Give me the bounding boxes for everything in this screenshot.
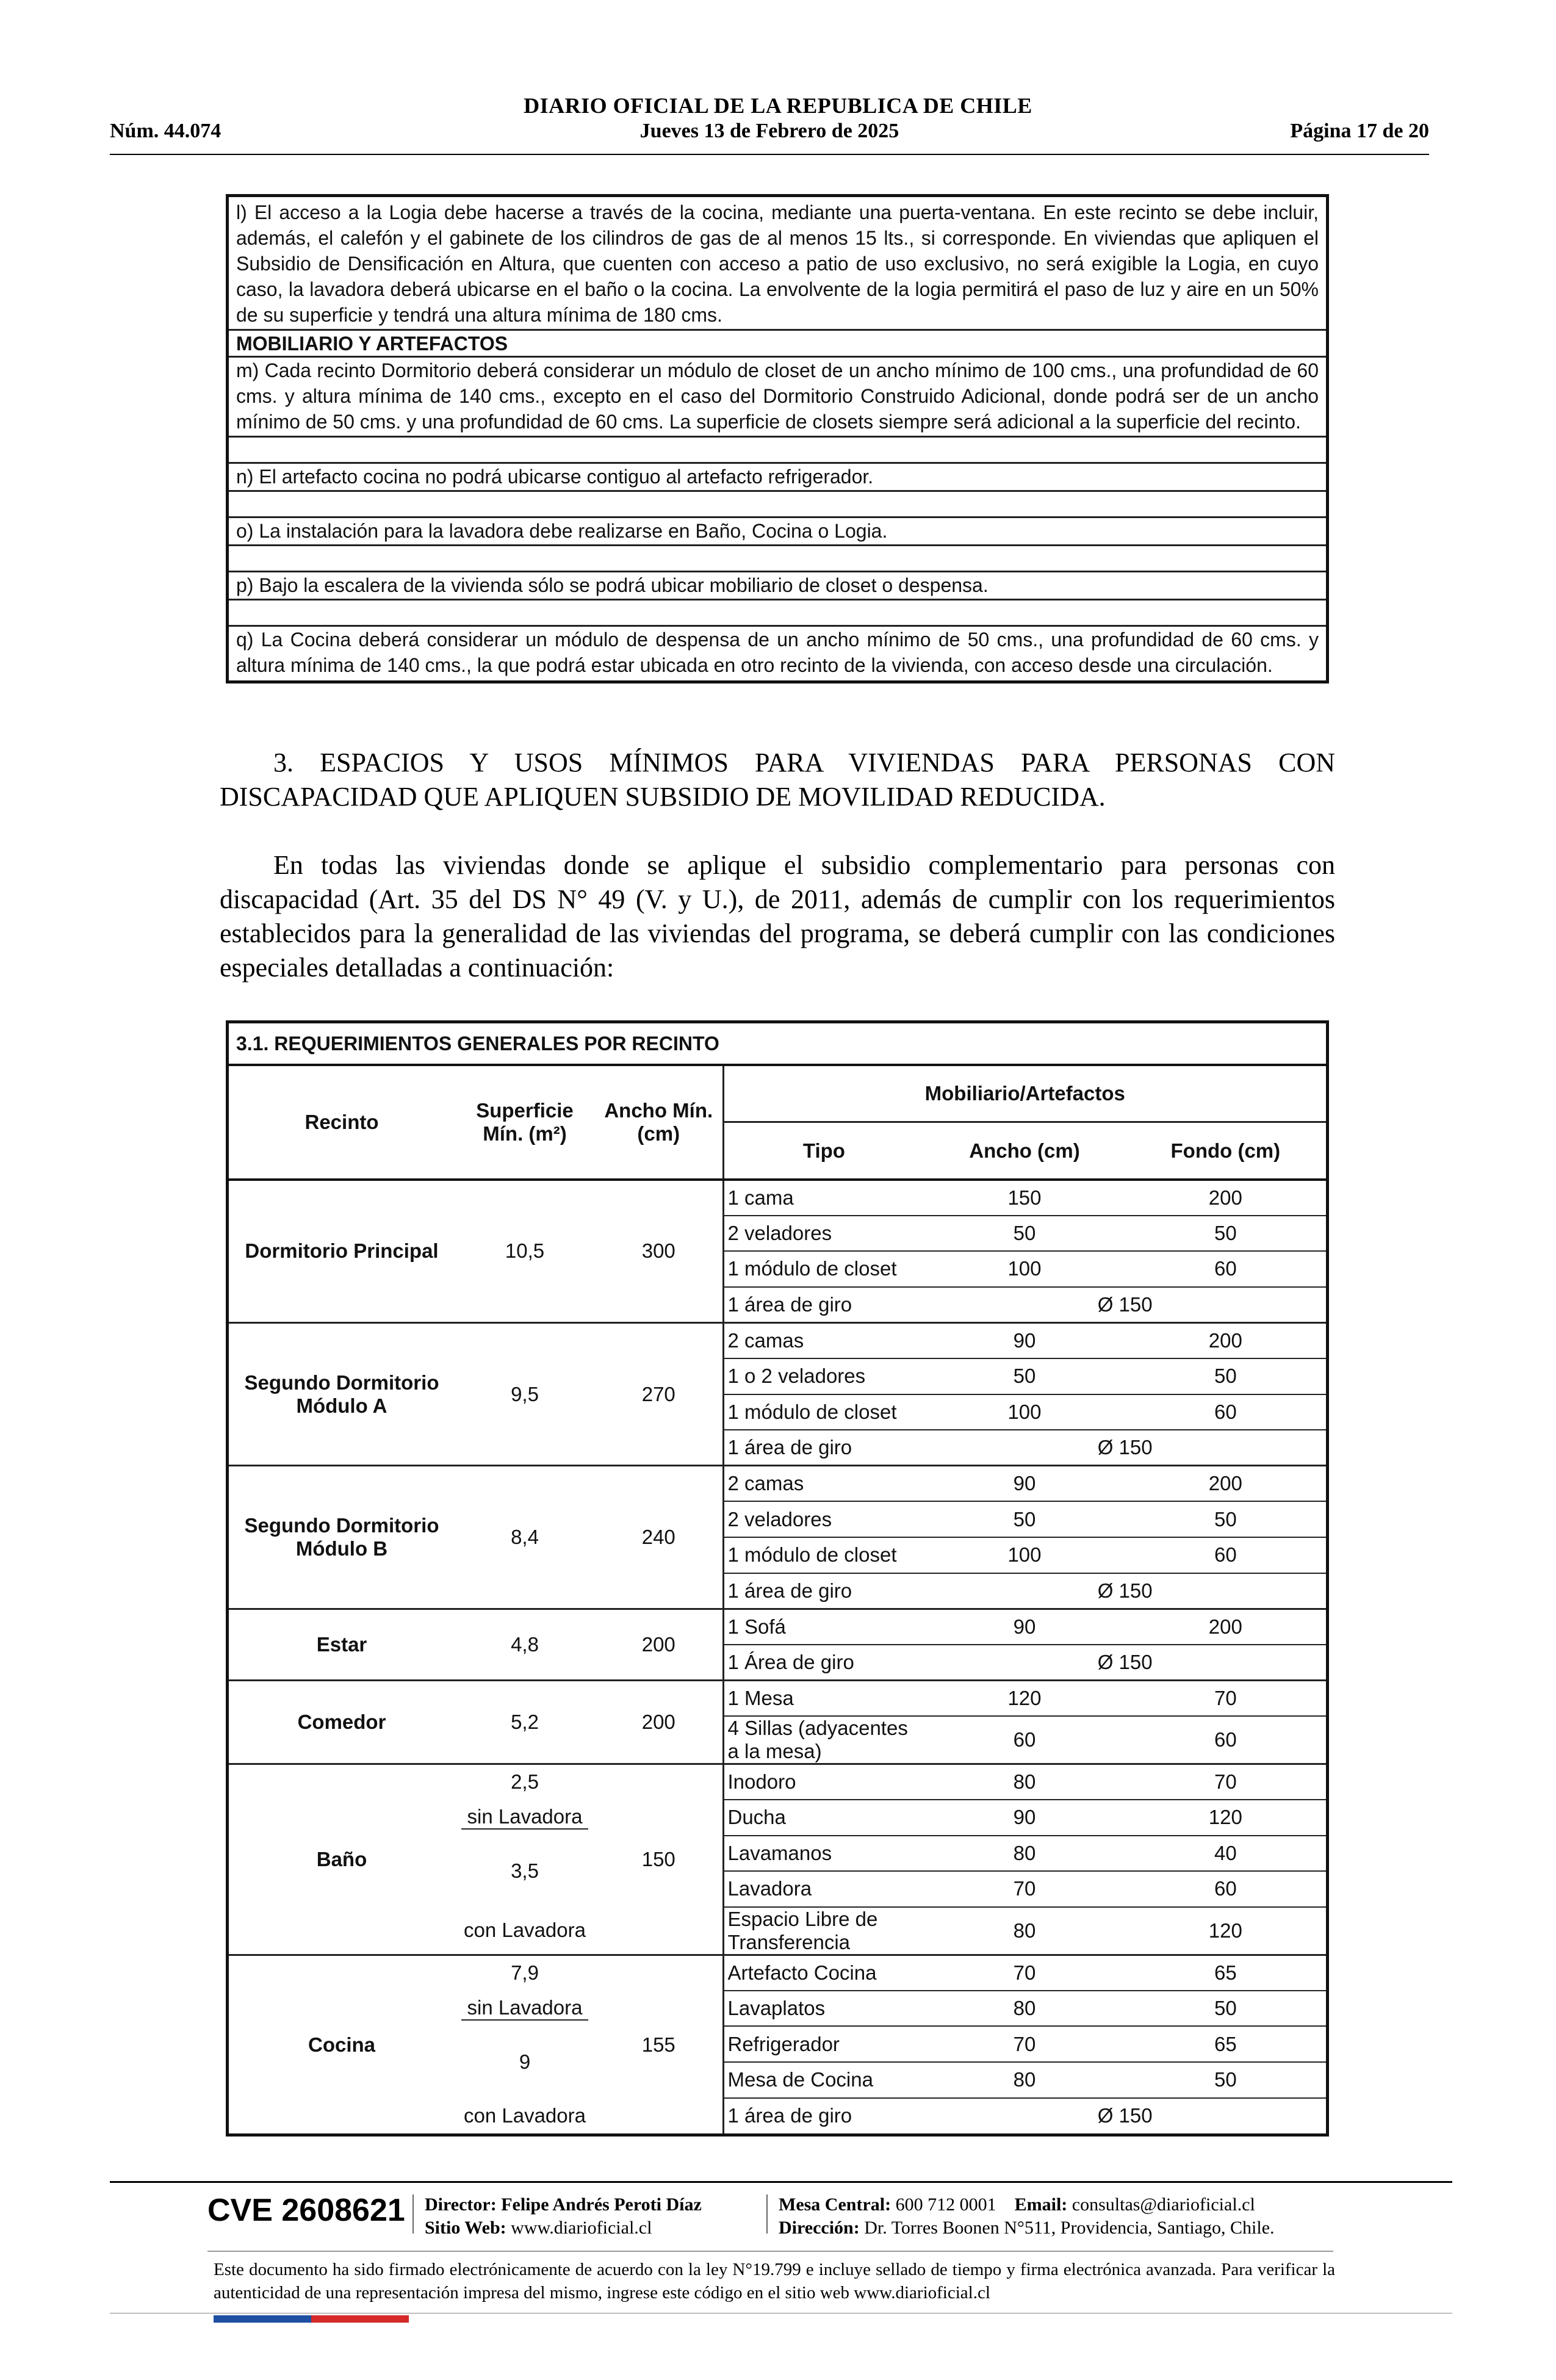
address-line [779,2216,1275,2240]
director-block [425,2193,702,2240]
item-fondo: 70 [1125,1764,1326,1800]
room-superficie: 9,5 [455,1322,595,1465]
item-o: o) La instalación para la lavadora debe realizarse en Baño, Cocina o Logia. [229,518,1326,546]
room-ancho: 150 [595,1764,723,1955]
footer-divider [207,2251,1333,2252]
item-fondo: 60 [1125,1871,1326,1907]
room-superficie-max: 9 [519,2050,531,2074]
item-ancho: 70 [924,1871,1125,1907]
room-superficie: 5,2 [455,1680,595,1764]
item-tipo: 1 módulo de closet [723,1251,924,1287]
item-tipo: 1 área de giro [723,1287,924,1323]
footer-divider [110,2181,1452,2183]
footer-separator [766,2194,768,2234]
room-superficie-min: 7,9 [511,1961,539,1985]
header-fondo-cm: Fondo (cm) [1125,1122,1326,1180]
item-ancho: 50 [924,1358,1125,1394]
room-name: Comedor [229,1680,455,1764]
item-ancho: 80 [924,1907,1125,1955]
note-text: sin Lavadora [461,1996,589,2021]
address-text: Dr. Torres Boonen N°511, Providencia, Santiago, Chile. [864,2218,1275,2238]
item-tipo: 1 módulo de closet [723,1537,924,1573]
contact-block [779,2193,1275,2240]
requirements-table-continued [226,194,1329,683]
room-name: Segundo Dormitorio Módulo B [229,1466,455,1609]
issue-date: Jueves 13 de Febrero de 2025 [639,120,899,142]
item-tipo: 1 o 2 veladores [723,1358,924,1394]
item-tipo: 1 módulo de closet [723,1394,924,1430]
item-tipo: Artefacto Cocina [723,1955,924,1991]
item-fondo: 200 [1125,1466,1326,1502]
room-superficie: 4,8 [455,1609,595,1680]
email-link[interactable]: consultas@diarioficial.cl [1072,2194,1255,2215]
item-fondo: 60 [1125,1716,1326,1764]
room-ancho: 155 [641,2033,675,2056]
section-heading: 3. ESPACIOS Y USOS MÍNIMOS PARA VIVIENDAS PARA PERSONAS CON DISCAPACIDAD QUE APLIQUEN SUBSIDIO DE MOVILIDAD REDUCIDA. [220,748,1335,812]
room-ancho: 270 [595,1322,723,1465]
item-fondo: 60 [1125,1251,1326,1287]
room-superficie-note [455,1800,595,1836]
item-ancho: 50 [924,1501,1125,1537]
room-table [229,1066,1326,2133]
header-ancho-cm: Ancho (cm) [924,1122,1125,1180]
item-tipo: 2 camas [723,1466,924,1502]
room-name: Estar [229,1609,455,1680]
item-tipo: 1 cama [723,1180,924,1216]
item-diameter: Ø 150 [1097,2104,1153,2127]
item-diameter: Ø 150 [924,1645,1326,1681]
item-fondo: 60 [1125,1394,1326,1430]
item-fondo: 200 [1125,1322,1326,1358]
table-spacer [229,546,1326,572]
header-superficie: Superficie Mín. (m²) [455,1066,595,1180]
item-tipo: Espacio Libre de Transferencia [723,1907,924,1955]
table-caption: 3.1. REQUERIMIENTOS GENERALES POR RECINTO [229,1023,1326,1066]
item-fondo: 65 [1125,1955,1326,1991]
item-tipo: 1 Sofá [723,1609,924,1645]
item-fondo: 60 [1125,1537,1326,1573]
requirements-by-room-table [226,1020,1329,2137]
header-mobiliario: Mobiliario/Artefactos [723,1066,1326,1122]
item-tipo: 2 veladores [723,1216,924,1252]
header-row [110,120,1429,150]
item-tipo: Lavadora [723,1871,924,1907]
item-l: l) El acceso a la Logia debe hacerse a través de la cocina, mediante una puerta-ventana. En este recinto se debe incluir, además, el calefón y el gabinete de los cilindros de gas de al menos 15 lts., si corresponde. En viviendas que apliquen el Subsidio de Densificación en Altura, que cuenten con acceso a patio de uso exclusivo, no será exigible la Logia, en cuyo caso, la lavadora deberá ubicarse en el baño o la cocina. La envolvente de la logia permitirá el paso de luz y aire en un 50% de su superficie y tendrá una altura mínima de 180 cms. [229,197,1326,331]
room-superficie: 10,5 [455,1180,595,1322]
note-text: sin Lavadora [461,1805,589,1830]
item-tipo: 4 Sillas (adyacentes a la mesa) [723,1716,924,1764]
item-fondo: 200 [1125,1609,1326,1645]
mesa-phone: 600 712 0001 [895,2194,996,2215]
room-ancho: 300 [595,1180,723,1322]
email-label: Email: [1014,2194,1068,2215]
item-tipo: 1 Área de giro [723,1645,924,1681]
item-ancho: 90 [924,1609,1125,1645]
item-diameter: Ø 150 [924,1287,1326,1323]
director-line [425,2193,702,2216]
item-ancho: 70 [924,2026,1125,2062]
item-tipo: 1 Mesa [723,1680,924,1716]
item-tipo: 1 área de giro [723,1430,924,1466]
item-tipo: Ducha [723,1800,924,1836]
website-label: Sitio Web: [425,2218,506,2238]
item-tipo: Mesa de Cocina [723,2062,924,2098]
item-tipo: 1 área de giro [723,2098,924,2134]
section-paragraph: En todas las viviendas donde se aplique el subsidio complementario para personas con discapacidad (Art. 35 del DS N° 49 (V. y U.), de 2011, además de cumplir con los requerimientos establecidos para la generalidad de las viviendas del programa, se deberá cumplir con las condiciones especiales detalladas a continuación: [220,850,1335,983]
item-fondo: 200 [1125,1180,1326,1216]
item-tipo: Refrigerador [723,2026,924,2062]
item-ancho: 100 [924,1251,1125,1287]
room-superficie-note: con Lavadora [464,2104,586,2127]
website-line [425,2216,702,2240]
header-recinto: Recinto [229,1066,455,1180]
item-tipo: Inodoro [723,1764,924,1800]
room-superficie-note: con Lavadora [455,1907,595,1955]
item-fondo: 120 [1125,1907,1326,1955]
item-q: q) La Cocina deberá considerar un módulo de despensa de un ancho mínimo de 50 cms., una profundidad de 60 cms. y altura mínima de 140 cms., la que podrá estar ubicada en otro recinto de la vivienda, con acceso desde una circulación. [236,629,1319,676]
room-superficie: 8,4 [455,1466,595,1609]
item-diameter: Ø 150 [924,1573,1326,1609]
room-ancho: 240 [595,1466,723,1609]
item-ancho: 90 [924,1466,1125,1502]
item-ancho: 100 [924,1394,1125,1430]
item-fondo: 40 [1125,1836,1326,1872]
item-ancho: 70 [924,1955,1125,1991]
item-ancho: 50 [924,1216,1125,1252]
table-spacer [229,438,1326,464]
item-p: p) Bajo la escalera de la vivienda sólo se podrá ubicar mobiliario de closet o despensa. [229,572,1326,600]
item-ancho: 100 [924,1537,1125,1573]
website-link[interactable]: www.diarioficial.cl [511,2218,652,2238]
table-spacer [229,600,1326,627]
item-tipo: Lavaplatos [723,1991,924,2027]
item-m: m) Cada recinto Dormitorio deberá considerar un módulo de closet de un ancho mínimo de 100 cms., una profundidad de 60 cms. y altura mínima de 140 cms., excepto en el caso del Dormitorio Construido Adicional, donde podrá ser de un ancho mínimo de 50 cms. y una profundidad de 60 cms. La superficie de closets siempre será adicional a la superficie del recinto. [229,358,1326,438]
mesa-label: Mesa Central: [779,2194,891,2215]
item-fondo: 120 [1125,1800,1326,1836]
footer-separator [412,2194,414,2234]
item-fondo: 50 [1125,2062,1326,2098]
section-mobiliario: MOBILIARIO Y ARTEFACTOS [229,331,1326,358]
item-fondo: 65 [1125,2026,1326,2062]
director-label: Director: [425,2194,497,2215]
item-ancho: 150 [924,1180,1125,1216]
item-ancho: 120 [924,1680,1125,1716]
item-tipo: Lavamanos [723,1836,924,1872]
room-name: Baño [229,1764,455,1955]
item-n: n) El artefacto cocina no podrá ubicarse contiguo al artefacto refrigerador. [229,464,1326,492]
item-fondo: 50 [1125,1216,1326,1252]
flag-stripe-red [311,2315,409,2323]
header-divider [110,154,1429,155]
header-ancho-min: Ancho Mín. (cm) [595,1066,723,1180]
director-name: Felipe Andrés Peroti Díaz [501,2194,702,2215]
item-ancho: 90 [924,1322,1125,1358]
newspaper-title: DIARIO OFICIAL DE LA REPUBLICA DE CHILE [524,93,1032,118]
item-ancho: 80 [924,2062,1125,2098]
item-ancho: 80 [924,1836,1125,1872]
header-tipo: Tipo [723,1122,924,1180]
item-tipo: 1 área de giro [723,1573,924,1609]
room-name: Segundo Dormitorio Módulo A [229,1322,455,1465]
item-ancho: 80 [924,1764,1125,1800]
room-name: Cocina [308,2033,376,2056]
contact-line [779,2193,1275,2216]
room-superficie-min: 2,5 [511,1770,539,1794]
table-spacer [229,492,1326,518]
item-ancho: 60 [924,1716,1125,1764]
page-indicator: Página 17 de 20 [1290,120,1429,142]
item-fondo: 50 [1125,1991,1326,2027]
item-fondo: 50 [1125,1358,1326,1394]
room-superficie-max: 3,5 [511,1859,539,1883]
room-name: Dormitorio Principal [229,1180,455,1322]
room-superficie-note [455,1991,595,2027]
flag-stripe-blue [214,2315,311,2323]
item-diameter: Ø 150 [924,1430,1326,1466]
room-ancho: 200 [595,1680,723,1764]
legal-notice: Este documento ha sido firmado electrónicamente de acuerdo con la ley N°19.799 e incluye sellado de tiempo y firma electrónica avanzada. Para verificar la autenticidad de una representación impresa del mismo, ingrese este código en el sitio web www.diarioficial.cl [214,2260,1335,2302]
item-ancho: 80 [924,1991,1125,2027]
item-tipo: 2 veladores [723,1501,924,1537]
room-ancho: 200 [595,1609,723,1680]
cve-code: CVE 2608621 [207,2193,405,2228]
address-label: Dirección: [779,2218,860,2238]
item-ancho: 90 [924,1800,1125,1836]
item-tipo: 2 camas [723,1322,924,1358]
issue-number: Núm. 44.074 [110,120,222,142]
item-fondo: 70 [1125,1680,1326,1716]
item-fondo: 50 [1125,1501,1326,1537]
